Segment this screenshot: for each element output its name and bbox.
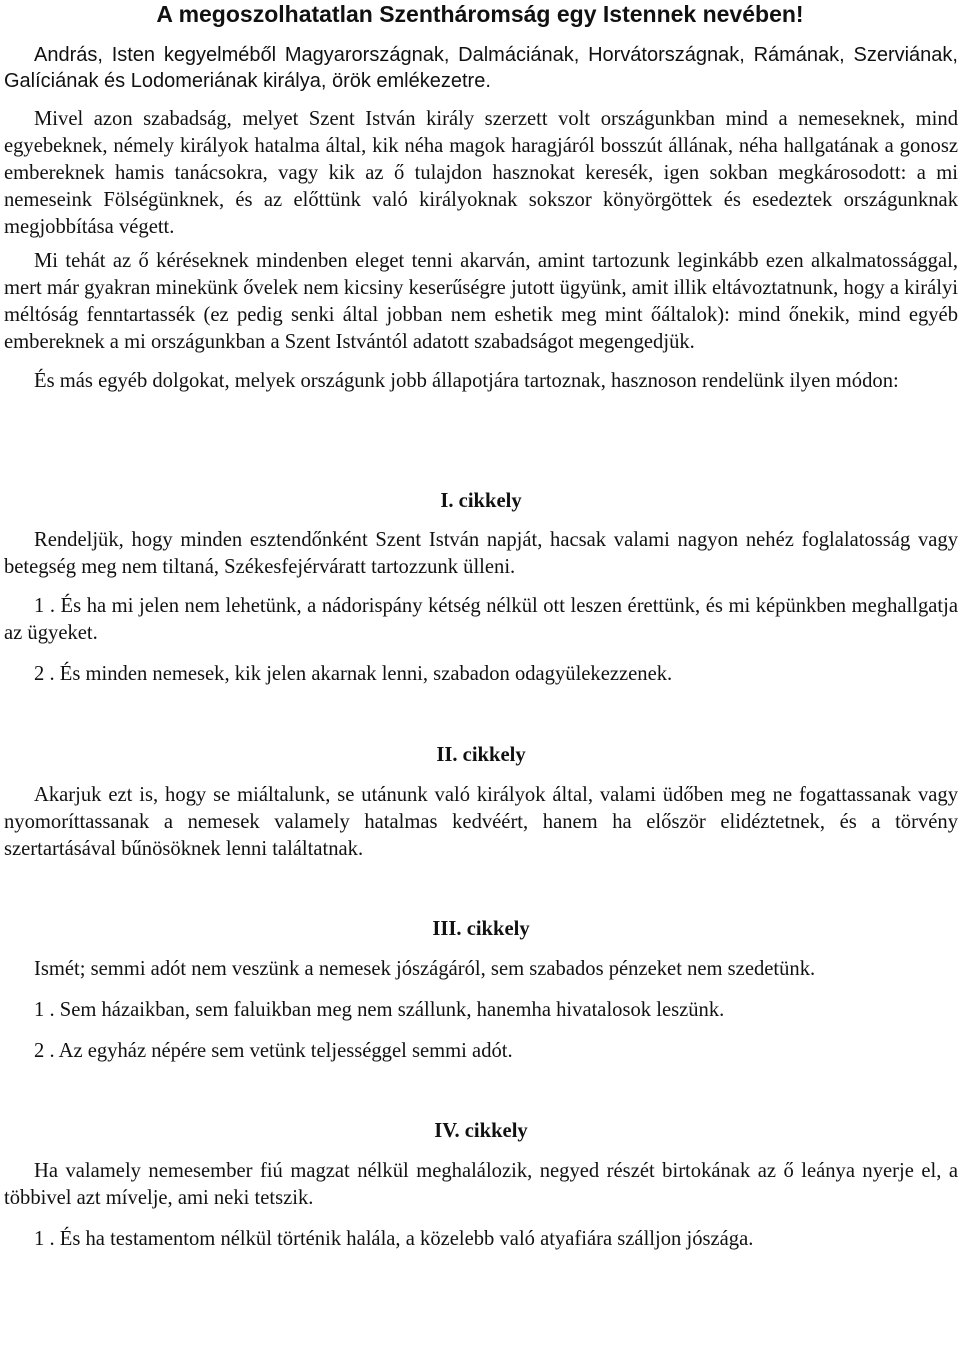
article-3-text: Ismét; semmi adót nem veszünk a nemesek jószágáról, sem szabados pénzeket nem szedetünk. xyxy=(34,958,816,980)
article-heading-4: IV. cikkely xyxy=(434,1120,528,1142)
article-3-section-2: 2 . Az egyház népére sem vetünk teljességgel semmi adót. xyxy=(34,1040,513,1062)
document-title: A megoszolhatatlan Szentháromság egy Istennek nevében! xyxy=(156,1,804,27)
article-2-text: Akarjuk ezt is, hogy se miáltalunk, se utánunk való királyok által, valami üdőben meg ne fogattassanak vagy nyomoríttassanak a nemesek valamely hatalmas kedvéért, hanem ha először elidéztetnek, és a törvény szertartásával bűnösöknek lenni találtatnak. xyxy=(4,784,958,860)
article-1-section-2: 2 . És minden nemesek, kik jelen akarnak lenni, szabadon odagyülekezzenek. xyxy=(34,663,673,685)
article-1-text: Rendeljük, hogy minden esztendőnként Szent István napját, hacsak valami nagyon nehéz foglalatosság vagy betegség meg nem tiltaná, Székesfejérváratt tartozzunk ülleni. xyxy=(4,529,958,578)
article-1-section-1: 1 . És ha mi jelen nem lehetünk, a nádorispány kétség nélkül ott leszen érettünk, és mi képünkben meghallgatja az ügyeket. xyxy=(4,595,958,644)
preamble-paragraph: Mivel azon szabadság, melyet Szent István király szerzett volt országunkban mind a nemeseknek, mind egyebeknek, némely királyok hatalma által, kik néha magok haragjáról bosszút állának, néha hallgatának a gonosz embereknek hamis tanácsokra, vagy kik az ő tulajdon hasznokat keresék, igen sokban megkárosodott: a mi nemeseink Fölségünknek, és az előttünk való királyoknak sokszor könyörgöttek és esedeztek országunknak megjobbítása végett. xyxy=(4,108,958,238)
article-heading-3: III. cikkely xyxy=(432,918,530,940)
article-heading-1: I. cikkely xyxy=(440,490,522,512)
document-page xyxy=(4,0,958,1253)
preamble-paragraph: És más egyéb dolgokat, melyek országunk jobb állapotjára tartoznak, hasznoson rendelünk ilyen módon: xyxy=(34,370,899,392)
article-heading-2: II. cikkely xyxy=(436,744,526,766)
article-3-section-1: 1 . Sem házaikban, sem faluikban meg nem szállunk, hanemha hivatalosok leszünk. xyxy=(34,999,725,1021)
article-4-section-1: 1 . És ha testamentom nélkül történik halála, a közelebb való atyafiára szálljon jószága. xyxy=(34,1228,754,1250)
article-4-text: Ha valamely nemesember fiú magzat nélkül meghalálozik, negyed részét birtokának az ő leánya nyerje el, a többivel azt mívelje, ami neki tetszik. xyxy=(4,1160,958,1209)
preamble-paragraph: Mi tehát az ő kéréseknek mindenben eleget tenni akarván, amint tartozunk leginkább ezen alkalmatossággal, mert már gyakran minekünk ővelek nem kicsiny keserűségre jutott ügyünk, amit illik eltávoztatnunk, hogy a királyi méltóság fenntartassék (ez pedig senki által jobban nem eshetik meg mint őáltalok): mind őnekik, mind egyéb embereknek a mi országunkban a Szent Istvántól adatott szabadságot megengedjük. xyxy=(4,250,958,353)
intro-paragraph: András, Isten kegyelméből Magyarországnak, Dalmáciának, Horvátországnak, Rámának, Szerviának, Galíciának és Lodomeriának királya, örök emlékezetre. xyxy=(4,44,958,92)
